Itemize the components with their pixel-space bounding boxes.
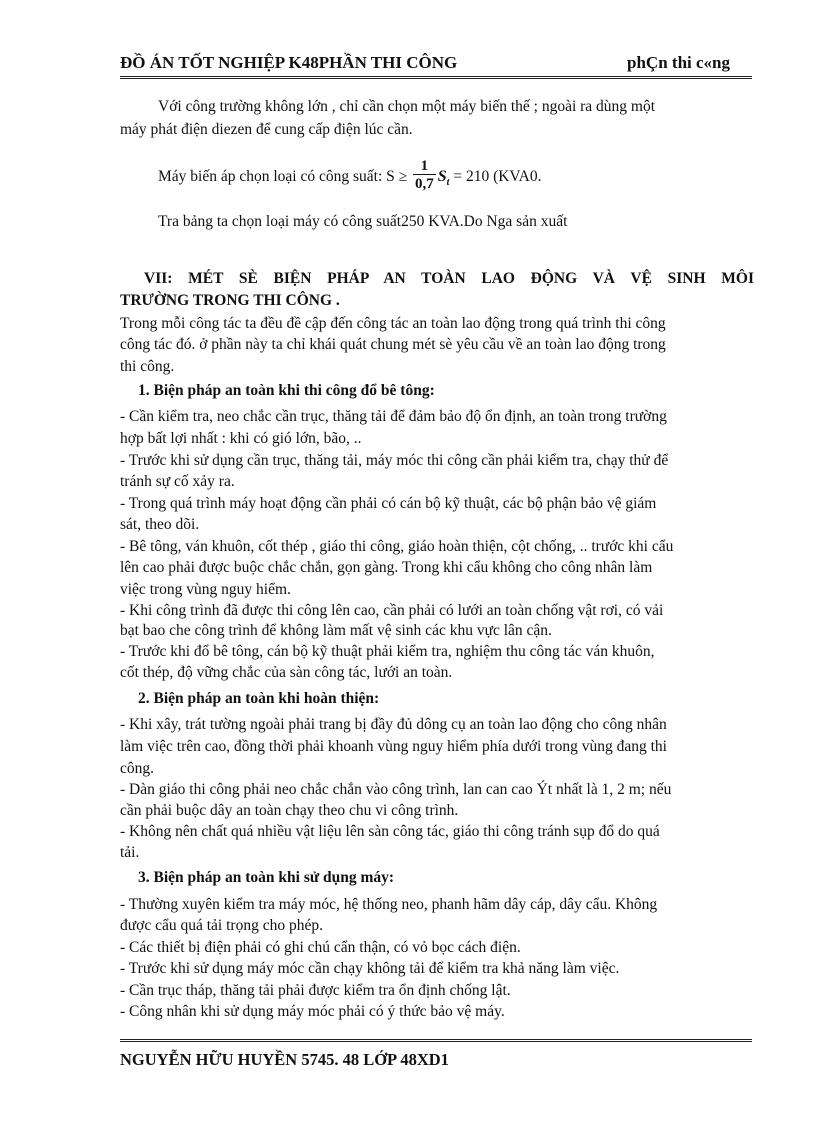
header-title: ĐỒ ÁN TỐT NGHIỆP K48PHẦN THI CÔNG (120, 53, 458, 72)
part-1-line: - Khi công trình đã được thi công lên cao, cần phải có lưới an toàn chống vật rơi, có vải (120, 602, 664, 619)
header-divider (120, 76, 752, 79)
part-1-line: việc trong vùng nguy hiểm. (120, 581, 291, 598)
part-1-heading: 1. Biện pháp an toàn khi thi công đổ bê tông: (138, 382, 435, 399)
intro-paragraph-line-2: máy phát điện diezen để cung cấp điện lúc cần. (120, 121, 413, 138)
footer-divider (120, 1039, 752, 1046)
part-1-line: bạt bao che công trình để không làm mất vệ sinh các khu vực lân cận. (120, 622, 552, 639)
part-2-line: - Dàn giáo thi công phải neo chắc chắn vào công trình, lan can cao Ýt nhất là 1, 2 m; nếu (120, 781, 672, 798)
formula-prefix: Máy biến áp chọn loại có công suất: S ≥ (158, 168, 408, 186)
part-1-line: cốt thép, độ vững chắc của sàn công tác, lưới an toàn. (120, 664, 453, 681)
part-1-line: - Trước khi đổ bê tông, cán bộ kỹ thuật phải kiểm tra, nghiệm thu công tác ván khuôn, (120, 643, 655, 660)
section-title-line-1: VII: MÉT SÈ BIỆN PHÁP AN TOÀN LAO ĐỘNG VÀ VỆ SINH MÔI (144, 270, 754, 287)
part-3-line: - Thường xuyên kiểm tra máy móc, hệ thống neo, phanh hãm dây cáp, dây cẩu. Không (120, 896, 658, 913)
intro-paragraph-line-1: Với công trường không lớn , chỉ cần chọn một máy biến thế ; ngoài ra dùng một (158, 98, 656, 115)
section-title (120, 268, 754, 312)
part-2-line: cần phải buộc dây an toàn chạy theo chu vi công trình. (120, 802, 459, 819)
transformer-selection-text: Tra bảng ta chọn loại máy có công suất250 KVA.Do Nga sản xuất (158, 213, 568, 230)
part-1-line: - Trong quá trình máy hoạt động cần phải có cán bộ kỹ thuật, các bộ phận bảo vệ giám (120, 495, 657, 512)
part-1-line: - Cần kiểm tra, neo chắc cần trục, thăng tải để đảm bảo độ ổn định, an toàn trong trường (120, 408, 667, 425)
header-section-label: phÇn thi c«ng (627, 53, 730, 72)
part-1-line: tránh sự cố xảy ra. (120, 473, 235, 490)
section-intro-line-1: Trong mỗi công tác ta đều đề cập đến công tác an toàn lao động trong quá trình thi công (120, 315, 666, 332)
part-3-line: - Trước khi sử dụng máy móc cần chạy không tải để kiểm tra khả năng làm việc. (120, 960, 620, 977)
part-2-line: - Khi xây, trát tường ngoài phải trang bị đầy đủ dông cụ an toàn lao động cho công nhân (120, 716, 667, 733)
part-3-line: - Công nhân khi sử dụng máy móc phải có ý thức bảo vệ máy. (120, 1003, 505, 1020)
part-2-line: công. (120, 760, 155, 777)
part-2-line: làm việc trên cao, đồng thời phải khoanh vùng nguy hiểm phía dưới trong vùng đang thi (120, 738, 667, 755)
part-3-line: - Các thiết bị điện phải có ghi chú cẩn thận, có vỏ bọc cách điện. (120, 939, 521, 956)
part-1-line: - Bê tông, ván khuôn, cốt thép , giáo thi công, giáo hoàn thiện, cột chống, .. trước khi cẩu (120, 538, 674, 555)
fraction-numerator: 1 (413, 158, 436, 175)
section-intro-line-3: thi công. (120, 358, 175, 375)
part-1-line: lên cao phải được buộc chắc chắn, gọn gàng. Trong khi cẩu không cho công nhân làm (120, 559, 653, 576)
section-intro-line-2: công tác đó. ở phần này ta chỉ khái quát chung mét sè yêu cầu về an toàn lao động trong (120, 336, 666, 353)
variable-subscript: t (446, 177, 450, 189)
part-1-line: sát, theo dõi. (120, 516, 200, 533)
part-1-line: - Trước khi sử dụng cần trục, thăng tải, máy móc thi công cần phải kiểm tra, chạy thử để (120, 452, 669, 469)
fraction-denominator: 0,7 (415, 176, 434, 192)
part-1-line: hợp bất lợi nhất : khi có gió lớn, bão, .. (120, 430, 362, 447)
formula-fraction (413, 158, 436, 193)
part-2-line: tải. (120, 844, 140, 861)
formula-suffix: = 210 (KVA0. (453, 168, 542, 186)
part-2-heading: 2. Biện pháp an toàn khi hoàn thiện: (138, 690, 380, 707)
part-3-line: được cẩu quá tải trọng cho phép. (120, 917, 323, 934)
part-2-line: - Không nên chất quá nhiều vật liệu lên sàn công tác, giáo thi công tránh sụp đổ do quá (120, 823, 660, 840)
formula-variable (437, 168, 450, 189)
page-header (120, 53, 752, 75)
variable-s: S (437, 168, 447, 186)
part-3-line: - Cần trục tháp, thăng tải phải được kiểm tra ổn định chống lật. (120, 982, 511, 999)
section-title-line-2: TRƯỜNG TRONG THI CÔNG . (120, 292, 340, 309)
transformer-formula (158, 160, 541, 195)
page-footer: NGUYỄN HỮU HUYỀN 5745. 48 LỚP 48XD1 (120, 1050, 449, 1069)
part-3-heading: 3. Biện pháp an toàn khi sử dụng máy: (138, 869, 395, 886)
